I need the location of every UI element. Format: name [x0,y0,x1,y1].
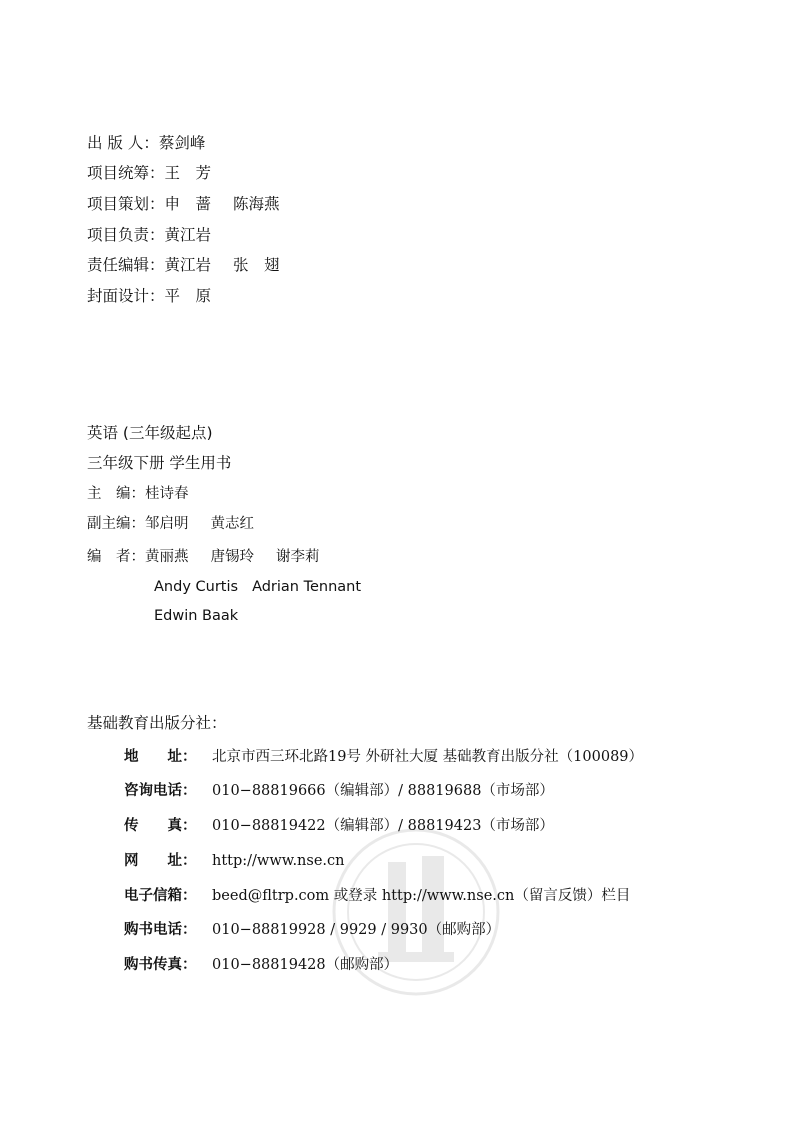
credit-label: 项目策划： [87,195,165,213]
publisher-website [124,851,344,871]
credit-name: 蔡剑峰 [158,134,206,152]
credit-name: 陈海燕 [233,195,280,213]
deputy-editor-name: 邹启明 [145,516,189,532]
authors-label: 编 者： [87,549,145,565]
author-name: 唐锡玲 [210,549,254,565]
credit-label: 责任编辑： [87,256,165,274]
publisher-order-phone [124,920,500,940]
row-label: 传 真： [124,817,197,834]
publisher-name: 基础教育出版分社： [87,714,227,732]
deputy-editor [87,514,254,534]
credit-label: 项目负责： [87,226,165,244]
author-name: 谢李莉 [276,549,320,565]
credit-label: 项目统筹： [87,164,165,182]
author-name: 黄丽燕 [145,549,189,565]
credit-editor [87,255,280,275]
author-name: Adrian Tennant [252,579,362,595]
publisher-address [124,747,643,767]
authors-cn [87,547,320,567]
row-label: 咨询电话： [124,782,197,799]
row-value: 北京市西三环北路19号 外研社大厦 基础教育出版分社（100089） [212,749,644,765]
book-subtitle: 三年级下册 学生用书 [87,454,232,472]
credit-publisher [87,133,205,153]
row-value: 010−88819422（编辑部）/ 88819423（市场部） [212,818,554,834]
row-label: 网 址： [124,852,197,869]
credit-name: 黄江岩 [164,226,212,244]
publisher-inquiry-phone [124,781,554,801]
row-label: 购书电话： [124,921,197,938]
deputy-editor-name: 黄志红 [210,516,254,532]
row-value: 010−88819928 / 9929 / 9930（邮购部） [212,922,501,938]
credit-name: 张 翅 [233,256,280,274]
credit-cover-design [87,286,211,306]
book-title: 英语 (三年级起点) [87,424,213,442]
author-name: Andy Curtis [154,579,239,595]
row-value: http://www.nse.cn [212,853,345,869]
chief-editor-label: 主 编： [87,486,145,502]
publisher-email [124,886,630,906]
publisher-fax [124,816,554,836]
authors-en-2: Edwin Baak [154,608,239,624]
deputy-editor-label: 副主编： [87,516,145,532]
credit-planner [87,194,280,214]
row-value: beed@fltrp.com 或登录 http://www.nse.cn（留言反馈）栏目 [212,888,631,904]
credit-label: 封面设计： [87,287,165,305]
credit-label: 出 版 人： [87,134,159,152]
credit-coordinator [87,163,211,183]
row-label: 地 址： [124,748,197,765]
credit-manager [87,225,211,245]
credit-name: 平 原 [164,287,212,305]
credit-name: 黄江岩 [164,256,212,274]
row-value: 010−88819428（邮购部） [212,957,399,973]
chief-editor-name: 桂诗春 [145,486,189,502]
row-label: 电子信箱： [124,887,197,904]
chief-editor [87,484,189,504]
row-value: 010−88819666（编辑部）/ 88819688（市场部） [212,783,554,799]
credit-name: 王 芳 [164,164,212,182]
publisher-order-fax [124,955,398,975]
credit-name: 申 蔷 [164,195,212,213]
row-label: 购书传真： [124,956,197,973]
authors-en-1 [154,577,361,597]
